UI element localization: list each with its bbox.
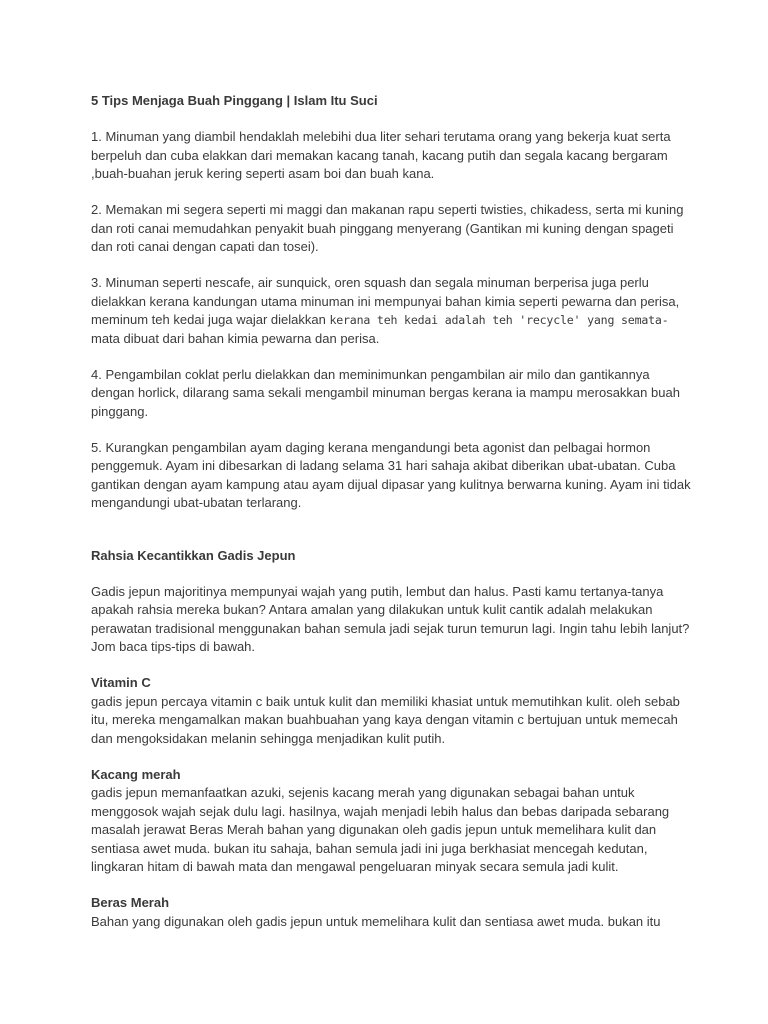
tip-2: 2. Memakan mi segera seperti mi maggi dan makanan rapu seperti twisties, chikadess, serta mi kuning dan roti canai memudahkan penyakit buah pinggang menyerang (Gantikan mi kuning dengan spageti dan roti canai dengan capati dan tosei).	[91, 202, 684, 254]
item-text-kacang-merah: gadis jepun memanfaatkan azuki, sejenis kacang merah yang digunakan sebagai bahan untuk menggosok wajah sejak dulu lagi. hasilnya, wajah menjadi lebih halus dan bebas daripada sebarang masalah jerawat Beras Merah bahan yang digunakan oleh gadis jepun untuk memelihara kulit dan sentiasa awet muda. bukan itu sahaja, bahan semula jadi ini juga berkhasiat mencegah kedutan, lingkaran hitam di bawah mata dan mengawal pengeluaran minyak secara semula jadi kulit.	[91, 785, 670, 874]
tip-1: 1. Minuman yang diambil hendaklah melebihi dua liter sehari terutama orang yang bekerja kuat serta berpeluh dan cuba elakkan dari memakan kacang tanah, kacang putih dan segala kacang bergaram ,buah-buahan jeruk kering seperti asam boi dan buah kana.	[91, 129, 671, 181]
item-text-beras-merah: Bahan yang digunakan oleh gadis jepun untuk memelihara kulit dan sentiasa awet muda. bukan itu	[91, 913, 661, 929]
tip-3-mono-text: kerana teh kedai adalah teh 'recycle' yang semata-	[329, 313, 669, 327]
tip-3-text-end: mata dibuat dari bahan kimia pewarna dan perisa.	[91, 330, 380, 346]
document-page	[91, 92, 691, 931]
section-title: Rahsia Kecantikkan Gadis Jepun	[91, 547, 296, 563]
section-intro: Gadis jepun majoritinya mempunyai wajah yang putih, lembut dan halus. Pasti kamu tertanya-tanya apakah rahsia mereka bukan? Antara amalan yang dilakukan untuk kulit cantik adalah melakukan perawatan tradisional menggunakan bahan semula jadi sejak turun temurun lagi. Ingin tahu lebih lanjut? Jom baca tips-tips di bawah.	[91, 583, 690, 654]
item-text-vitamin-c: gadis jepun percaya vitamin c baik untuk kulit dan memiliki khasiat untuk memutihkan kulit. oleh sebab itu, mereka mengamalkan makan buahbuahan yang kaya dengan vitamin c bertujuan untuk memecah dan mengoksidakan melanin sehingga menjadikan kulit putih.	[91, 693, 680, 746]
tip-3	[91, 274, 691, 348]
item-heading-kacang-merah: Kacang merah	[91, 766, 181, 782]
tip-5: 5. Kurangkan pengambilan ayam daging kerana mengandungi beta agonist dan pelbagai hormon penggemuk. Ayam ini dibesarkan di ladang selama 31 hari sahaja akibat diberikan ubat-ubatan. Cuba gantikan dengan ayam kampung atau ayam dijual dipasar yang kulitnya berwarna kuning. Ayam ini tidak mengandungi ubat-ubatan terlarang.	[91, 439, 691, 510]
tip-4: 4. Pengambilan coklat perlu dielakkan dan meminimunkan pengambilan air milo dan gantikannya dengan horlick, dilarang sama sekali mengambil minuman bergas kerana ia mampu merosakkan buah pinggang.	[91, 366, 680, 419]
tip-3-text: 3. Minuman seperti nescafe, air sunquick, oren squash dan segala minuman berperisa juga perlu dielakkan kerana kandungan utama minuman ini mempunyai bahan kimia seperti pewarna dan perisa, meminum teh kedai juga wajar dielakkan	[91, 275, 680, 327]
item-heading-beras-merah: Beras Merah	[91, 895, 170, 910]
item-heading-vitamin-c: Vitamin C	[91, 675, 151, 690]
document-title: 5 Tips Menjaga Buah Pinggang | Islam Itu Suci	[91, 93, 378, 108]
